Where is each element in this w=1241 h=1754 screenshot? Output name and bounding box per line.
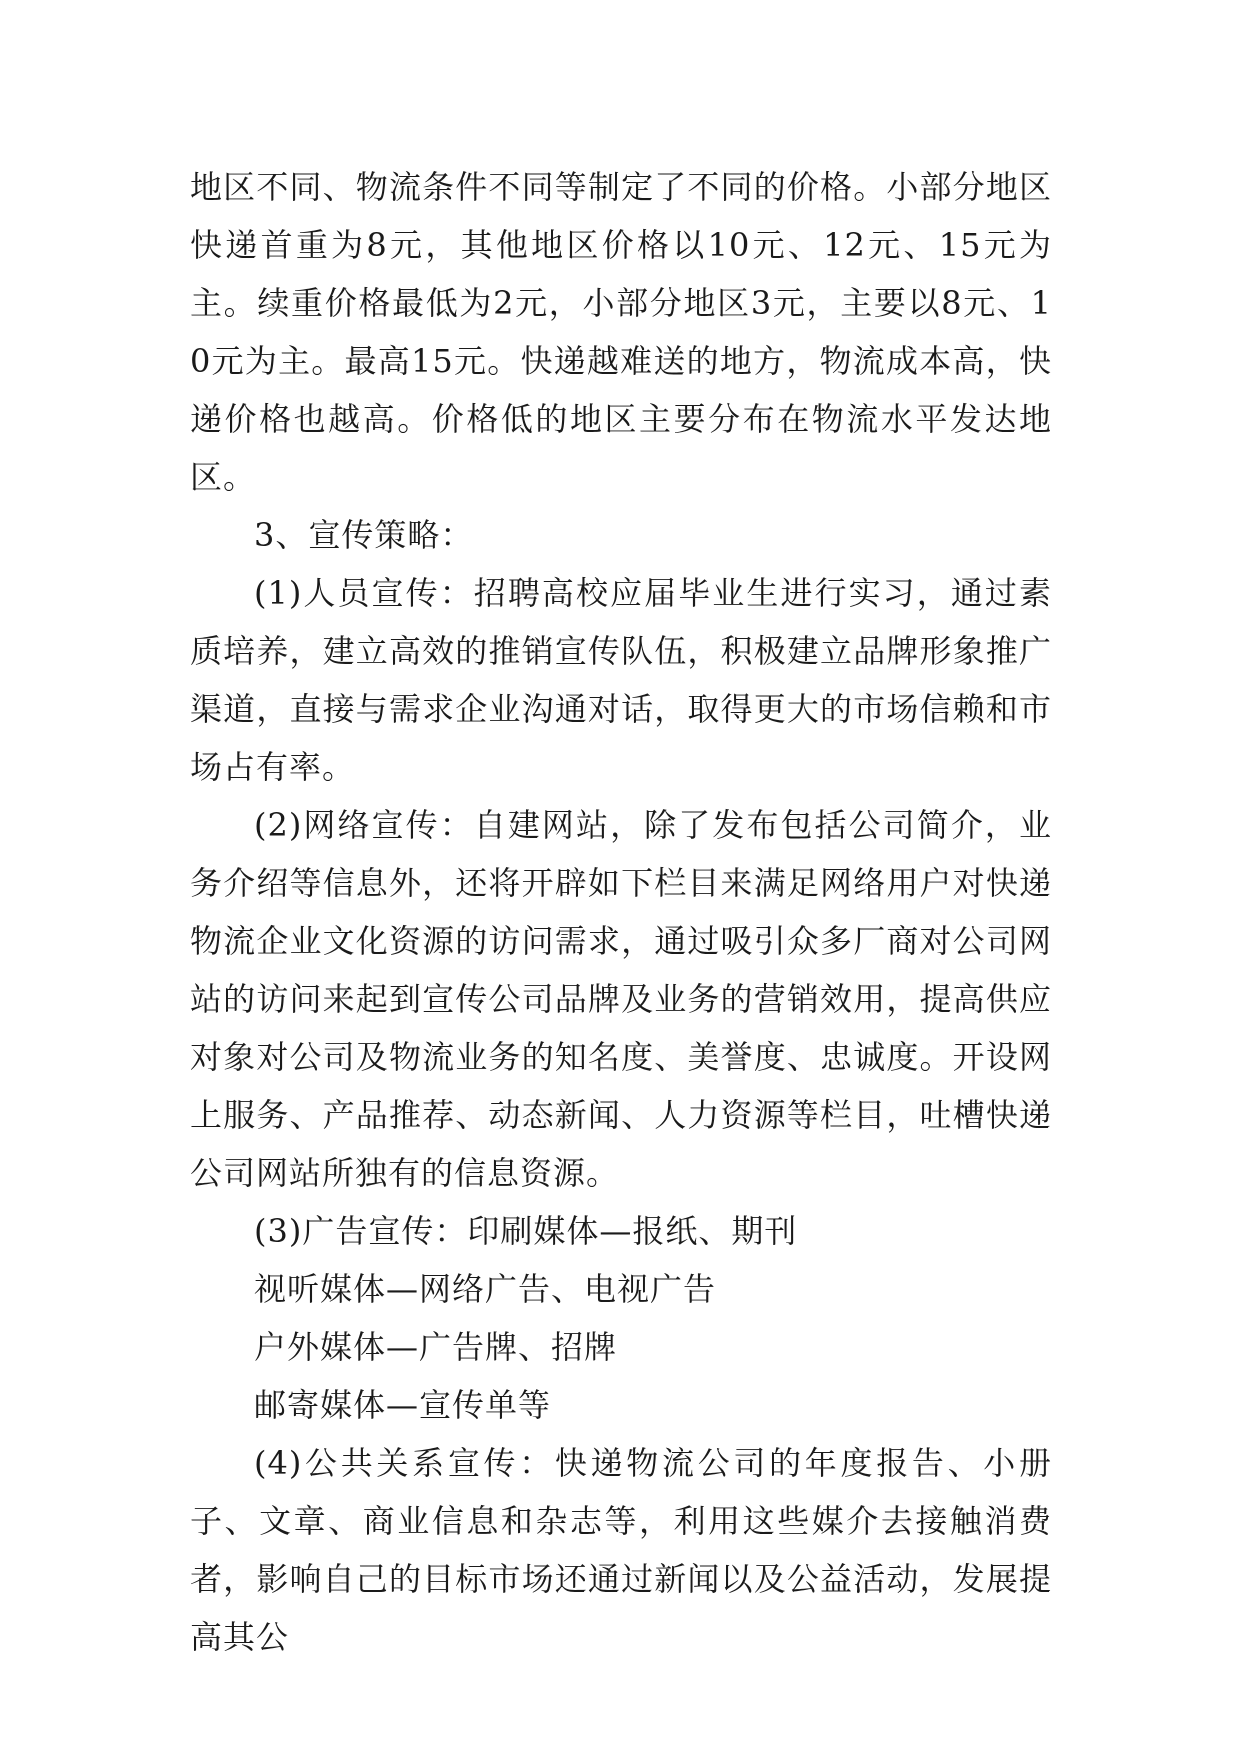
document-page (190, 158, 1052, 1666)
paragraph-public-relations: (4)公共关系宣传：快递物流公司的年度报告、小册子、文章、商业信息和杂志等，利用这些媒介去接触消费者，影响自己的目标市场还通过新闻以及公益活动，发展提高其公 (190, 1444, 1052, 1656)
ad-media-outdoor: 户外媒体—广告牌、招牌 (254, 1328, 618, 1366)
heading-promotion-strategy: 3、宣传策略： (254, 516, 474, 554)
paragraph-advertising-promotion: (3)广告宣传：印刷媒体—报纸、期刊 (254, 1212, 798, 1250)
ad-media-mail: 邮寄媒体—宣传单等 (254, 1386, 552, 1424)
paragraph-network-promotion: (2)网络宣传：自建网站，除了发布包括公司简介，业务介绍等信息外，还将开辟如下栏目来满足网络用户对快递物流企业文化资源的访问需求，通过吸引众多厂商对公司网站的访问来起到宣传公司品牌及业务的营销效用，提高供应对象对公司及物流业务的知名度、美誉度、忠诚度。开设网上服务、产品推荐、动态新闻、人力资源等栏目，吐槽快递公司网站所独有的信息资源。 (190, 806, 1052, 1192)
ad-media-audiovisual: 视听媒体—网络广告、电视广告 (254, 1270, 717, 1308)
paragraph-personnel-promotion: (1)人员宣传：招聘高校应届毕业生进行实习，通过素质培养，建立高效的推销宣传队伍，积极建立品牌形象推广渠道，直接与需求企业沟通对话，取得更大的市场信赖和市场占有率。 (190, 574, 1052, 786)
paragraph-pricing: 地区不同、物流条件不同等制定了不同的价格。小部分地区快递首重为8元，其他地区价格以10元、12元、15元为主。续重价格最低为2元，小部分地区3元，主要以8元、10元为主。最高15元。快递越难送的地方，物流成本高，快递价格也越高。价格低的地区主要分布在物流水平发达地区。 (190, 168, 1052, 496)
